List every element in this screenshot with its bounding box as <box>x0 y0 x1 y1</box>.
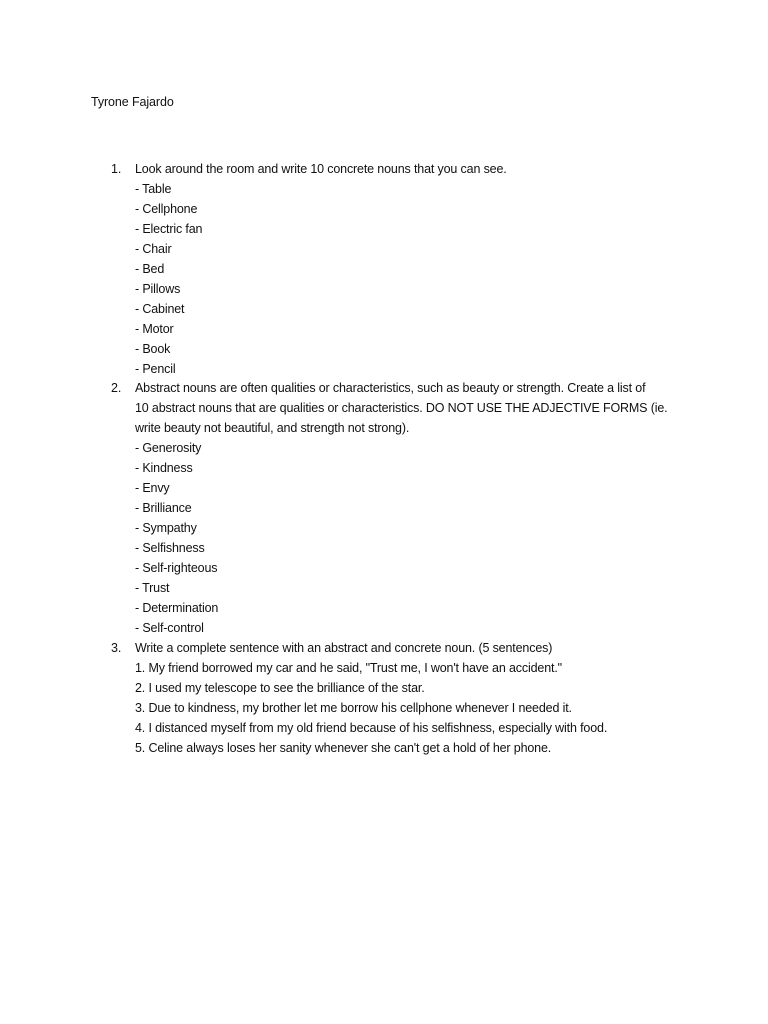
question-prompt: write beauty not beautiful, and strength not strong). <box>135 421 410 435</box>
answer-item: - Book <box>135 342 171 356</box>
answer-item: - Sympathy <box>135 521 197 535</box>
question-number: 2. <box>111 381 122 395</box>
answer-item: - Brilliance <box>135 501 192 515</box>
answer-sentence: 2. I used my telescope to see the brilliance of the star. <box>135 681 425 695</box>
answer-item: - Kindness <box>135 461 193 475</box>
answer-item: - Cellphone <box>135 202 198 216</box>
answer-sentence: 1. My friend borrowed my car and he said, "Trust me, I won't have an accident." <box>135 661 562 675</box>
answer-item: - Self-control <box>135 621 204 635</box>
author-name: Tyrone Fajardo <box>91 95 174 109</box>
question-prompt: Look around the room and write 10 concrete nouns that you can see. <box>135 162 507 176</box>
answer-sentence: 4. I distanced myself from my old friend because of his selfishness, especially with food. <box>135 721 608 735</box>
answer-item: - Table <box>135 182 172 196</box>
question-prompt: Write a complete sentence with an abstract and concrete noun. (5 sentences) <box>135 641 553 655</box>
answer-item: - Pillows <box>135 282 181 296</box>
question-body <box>135 638 675 758</box>
answer-item: - Determination <box>135 601 219 615</box>
question-number: 3. <box>111 641 122 655</box>
question-prompt: 10 abstract nouns that are qualities or characteristics. DO NOT USE THE ADJECTIVE FORMS (ie. <box>135 401 668 415</box>
answer-item: - Generosity <box>135 441 202 455</box>
answer-item: - Chair <box>135 242 172 256</box>
question-body <box>135 378 675 638</box>
answer-item: - Self-righteous <box>135 561 218 575</box>
answer-item: - Motor <box>135 322 174 336</box>
answer-item: - Cabinet <box>135 302 185 316</box>
question-body <box>135 159 675 379</box>
answer-item: - Electric fan <box>135 222 203 236</box>
answer-sentence: 3. Due to kindness, my brother let me borrow his cellphone whenever I needed it. <box>135 701 572 715</box>
question-number: 1. <box>111 162 122 176</box>
answer-sentence: 5. Celine always loses her sanity whenever she can't get a hold of her phone. <box>135 741 552 755</box>
answer-item: - Bed <box>135 262 165 276</box>
answer-item: - Pencil <box>135 362 176 376</box>
question-prompt: Abstract nouns are often qualities or characteristics, such as beauty or strength. Create a list of <box>135 381 646 395</box>
answer-item: - Selfishness <box>135 541 205 555</box>
answer-item: - Envy <box>135 481 170 495</box>
answer-item: - Trust <box>135 581 170 595</box>
